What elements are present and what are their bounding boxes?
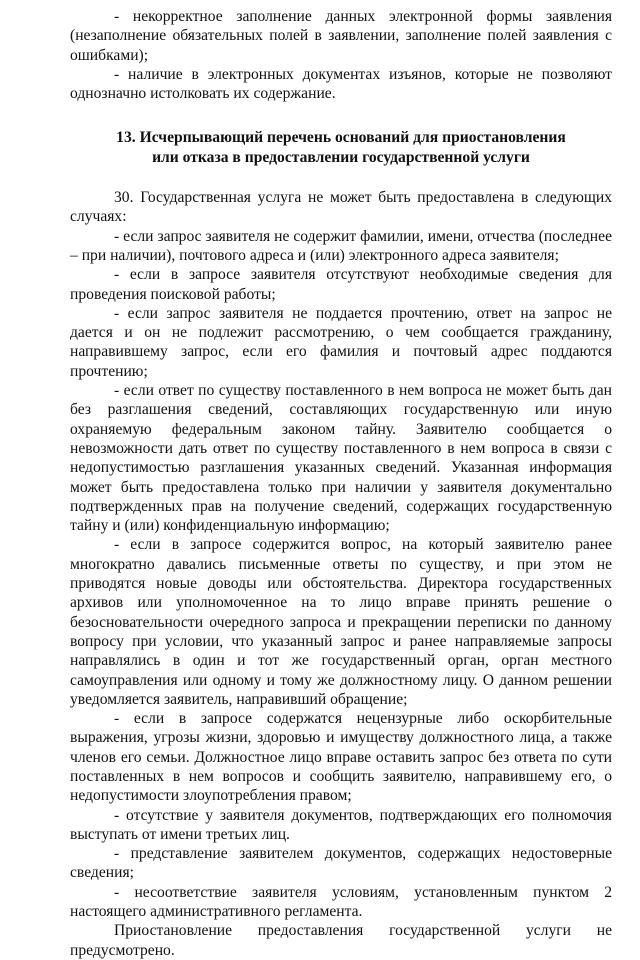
section-heading-line: или отказа в предоставлении государственной услуги — [152, 148, 530, 166]
list-item: - если запрос заявителя не содержит фамилии, имени, отчества (последнее – при наличии), почтового адреса и (или) электронного адреса заявителя; — [70, 227, 612, 264]
section-heading — [70, 128, 612, 167]
list-item: - если в запросе содержатся нецензурные либо оскорбительные выражения, угрозы жизни, здоровью и имуществу должностного лица, а также членов его семьи. Должностное лицо вправе оставить запрос без ответа по сути поставленных в нем вопросов и сообщить заявителю, направившему его, о недопустимости злоупотребления правом; — [70, 710, 612, 805]
list-item: - отсутствие у заявителя документов, подтверждающих его полномочия выступать от имени третьих лиц. — [70, 806, 612, 843]
list-item: - если запрос заявителя не поддается прочтению, ответ на запрос не дается и он не подлежит рассмотрению, о чем сообщается гражданину, направившему запрос, если его фамилия и почтовый адрес поддаются прочтению; — [70, 304, 612, 380]
list-item: - если в запросе содержится вопрос, на который заявителю ранее многократно давались письменные ответы по существу, и при этом не приводятся новые доводы или обстоятельства. Директора государственных архивов или уполномоченное на то лицо вправе принять решение о безосновательности очередного запроса и прекращении переписки по данному вопросу при условии, что указанный запрос и ранее направляемые запросы направлялись в один и тот же государственный орган, орган местного самоуправления или одному и тому же должностному лицу. О данном решении уведомляется заявитель, направивший обращение; — [70, 536, 612, 708]
list-item: - если ответ по существу поставленного в нем вопроса не может быть дан без разглашения сведений, составляющих государственную или иную охраняемую федеральным законом тайну. Заявителю сообщается о невозможности дать ответ по существу поставленного в нем вопроса в связи с недопустимостью разглашения указанных сведений. Указанная информация может быть предоставлена только при наличии у заявителя документально подтвержденных прав на получение сведений, содержащих государственную тайну и (или) конфиденциальную информацию; — [70, 382, 612, 535]
list-item: - если в запросе заявителя отсутствуют необходимые сведения для проведения поисковой работы; — [70, 266, 612, 303]
document-body — [70, 7, 612, 960]
closing-paragraph: Приостановление предоставления государственной услуги не предусмотрено. — [70, 922, 612, 959]
intro-item: - наличие в электронных документах изъянов, которые не позволяют однозначно истолковать их содержание. — [70, 65, 612, 103]
section-heading-line: 13. Исчерпывающий перечень оснований для приостановления — [116, 129, 566, 147]
intro-item: - некорректное заполнение данных электронной формы заявления (незаполнение обязательных полей в заявлении, заполнение полей заявления с ошибками); — [70, 8, 612, 64]
paragraph-clause-30: 30. Государственная услуга не может быть предоставлена в следующих случаях: — [70, 189, 612, 226]
list-item: - несоответствие заявителя условиям, установленным пунктом 2 настоящего административного регламента. — [70, 883, 612, 921]
list-item: - представление заявителем документов, содержащих недостоверные сведения; — [70, 845, 612, 882]
